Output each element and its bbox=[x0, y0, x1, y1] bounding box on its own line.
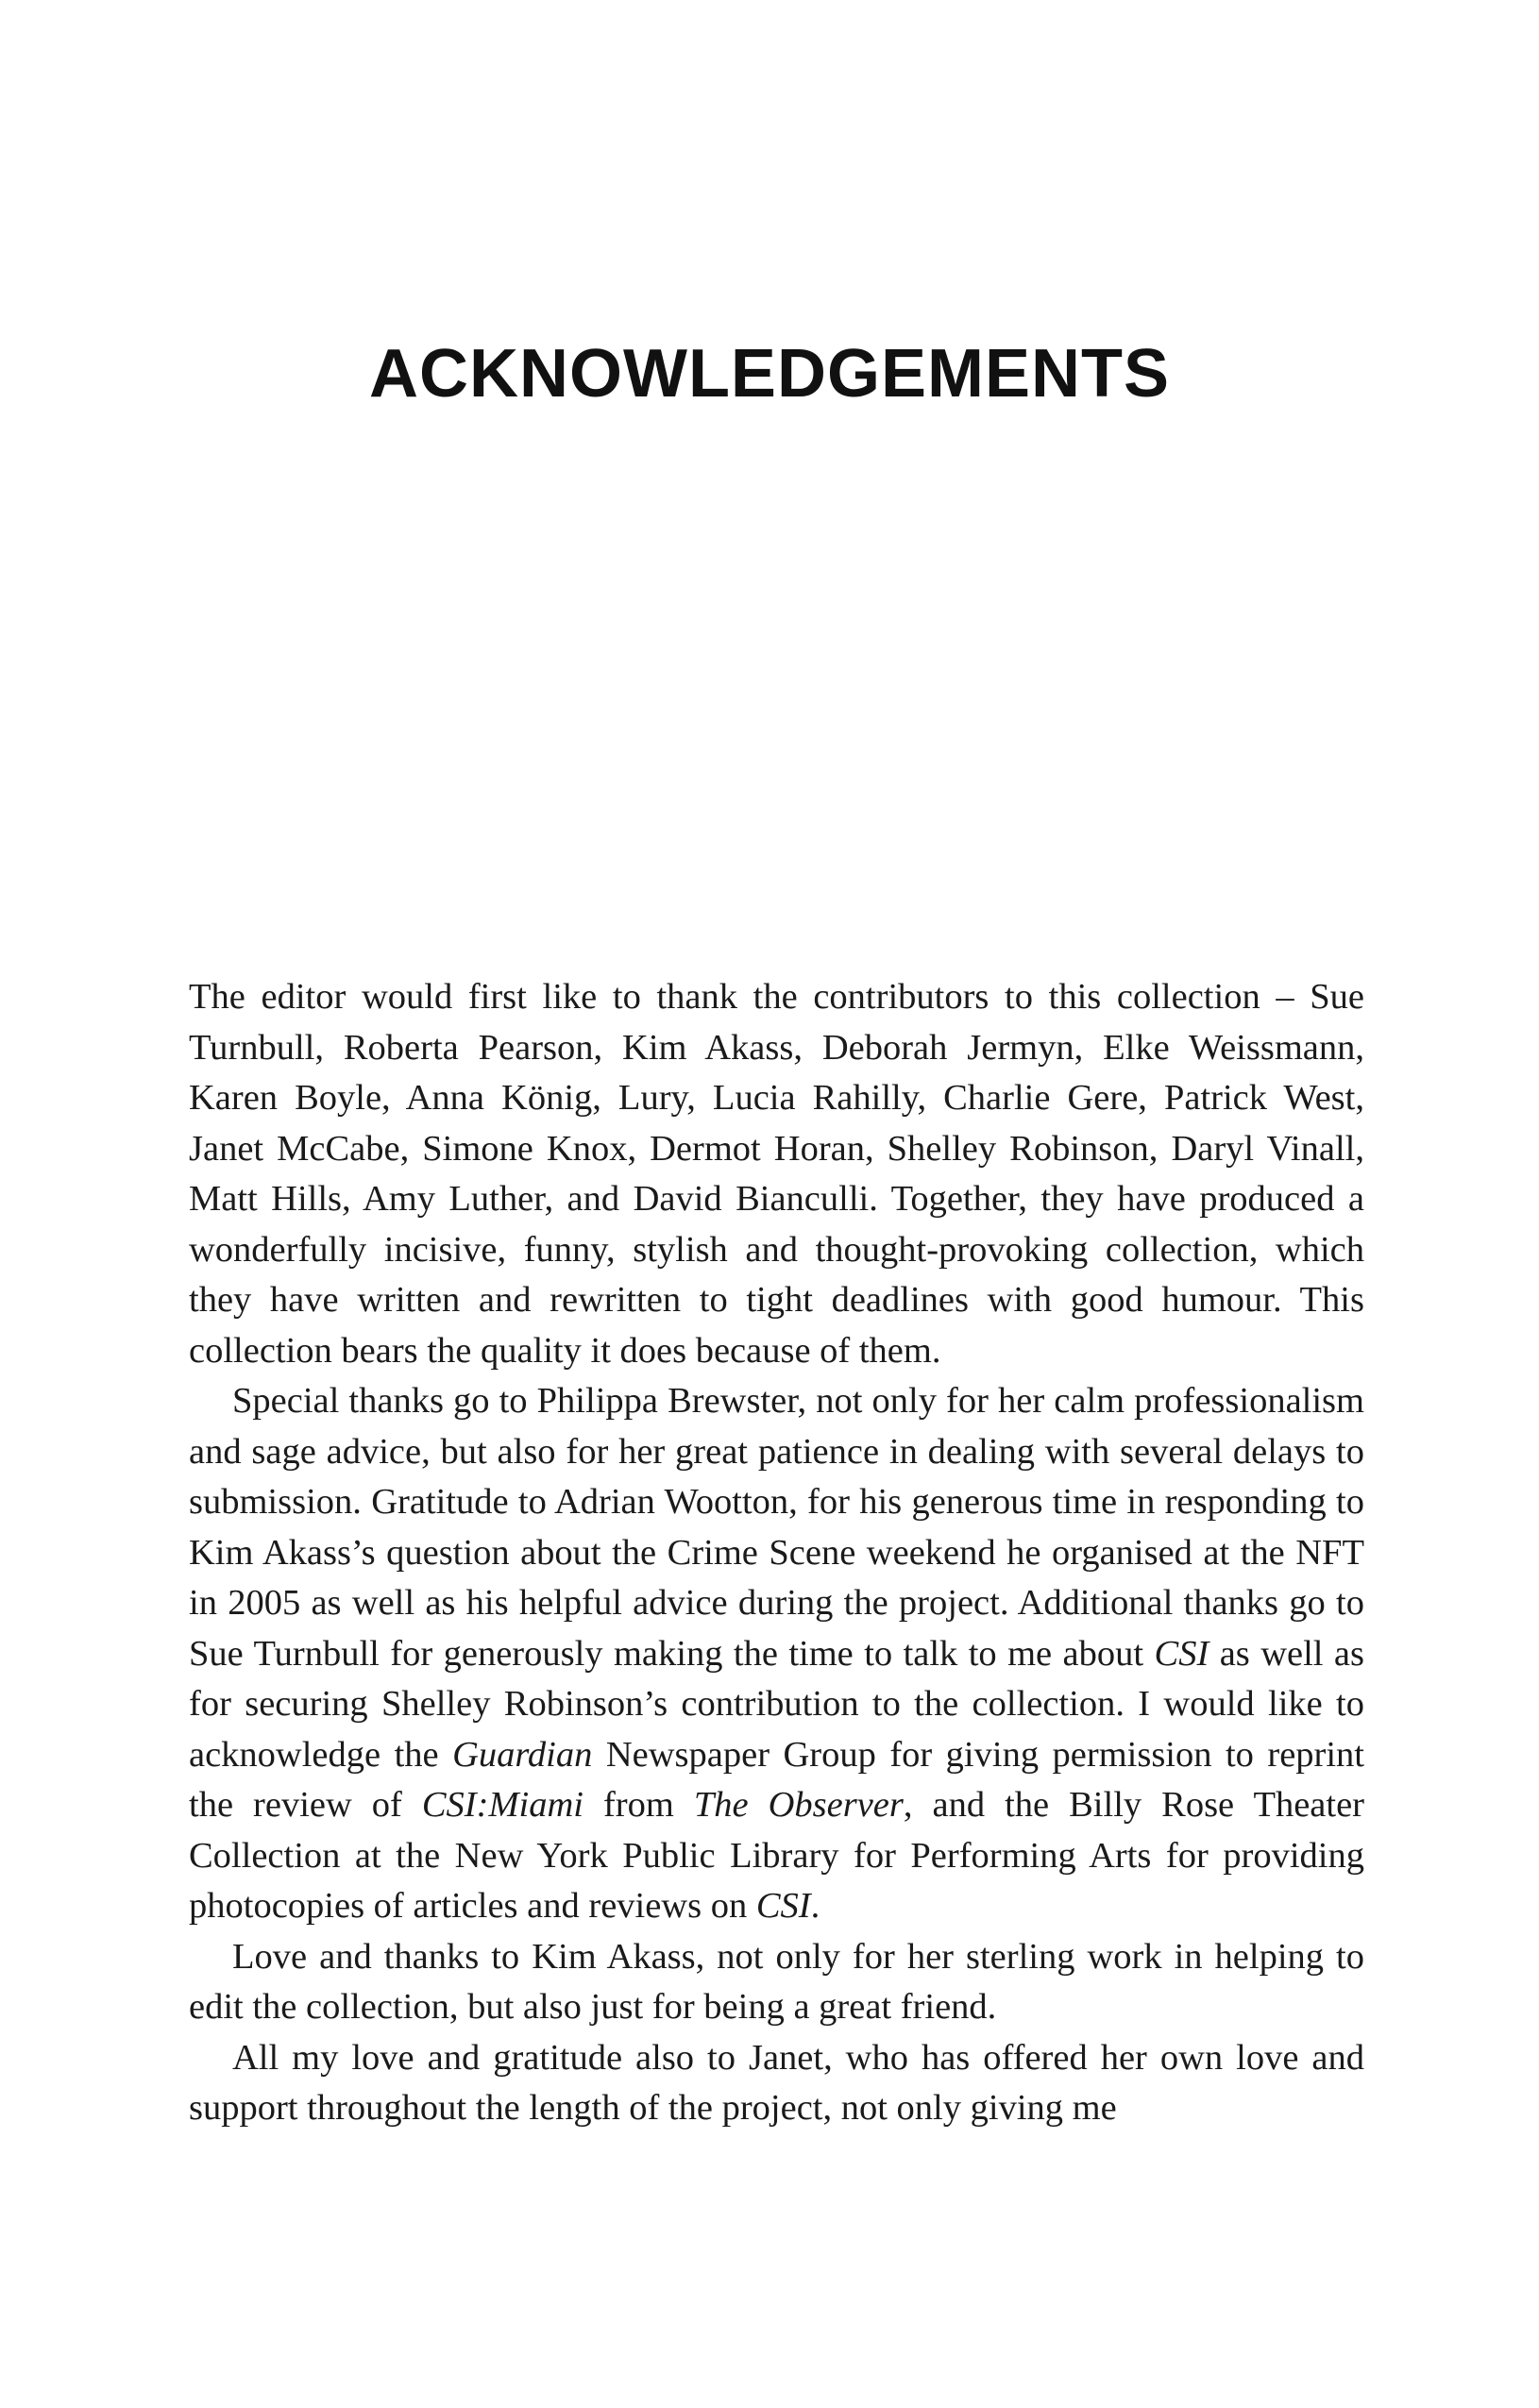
paragraph-special-thanks bbox=[189, 1376, 1364, 1932]
paragraph-gratitude-janet bbox=[189, 2033, 1364, 2134]
paragraph-text: Special thanks go to Philippa Brewster, not only for her calm professionalism and sage advice, but also for her great patience in dealing with several delays to submission. Gratitude to Adrian Wootton, for his generous time in responding to Kim Akass’s question about the Crime Scene weekend he organised at the NFT in 2005 as well as his helpful advice during the project. Additional thanks go to Sue Turnbull for generously making the time to talk to me about bbox=[189, 1381, 1364, 1674]
paragraph-text: , and the Billy Rose Theater Collection at the New York Public Library for Performing Arts for providing photocopies of articles and reviews on bbox=[189, 1785, 1365, 1926]
italic-title: CSI:Miami bbox=[421, 1785, 583, 1825]
paragraph-text: from bbox=[583, 1785, 694, 1825]
paragraph-text: Love and thanks to Kim Akass, not only for her sterling work in helping to edit the collection, but also just for being a great friend. bbox=[189, 1936, 1364, 2027]
paragraph-love-and-thanks bbox=[189, 1932, 1364, 2033]
italic-title: The Observer bbox=[693, 1785, 904, 1825]
paragraph-contributors bbox=[189, 972, 1364, 1376]
page-title: ACKNOWLEDGEMENTS bbox=[369, 336, 1170, 412]
paragraph-text: Newspaper Group for giving permission to reprint the review of bbox=[189, 1734, 1365, 1825]
paragraph-text: All my love and gratitude also to Janet, who has offered her own love and support throughout the length of the project, not only giving me bbox=[189, 2037, 1364, 2128]
paragraph-text: The editor would first like to thank the contributors to this collection – Sue Turnbull, Roberta Pearson, Kim Akass, Deborah Jermyn, Elke Weissmann, Karen Boyle, Anna König, Lury, Lucia Rahilly, Charlie Gere, Patrick West, Janet McCabe, Simone Knox, Dermot Horan, Shelley Robinson, Daryl Vinall, Matt Hills, Amy Luther, and David Bianculli. Together, they have produced a wonderfully incisive, funny, stylish and thought-provoking collection, which they have written and rewritten to tight deadlines with good humour. This collection bears the quality it does because of them. bbox=[189, 977, 1364, 1371]
paragraph-text: . bbox=[810, 1886, 820, 1926]
italic-title: CSI bbox=[755, 1886, 811, 1926]
italic-title: Guardian bbox=[452, 1734, 593, 1775]
acknowledgements-body bbox=[189, 972, 1364, 2134]
italic-title: CSI bbox=[1154, 1633, 1209, 1674]
paragraph-text: as well as for securing Shelley Robinson’s contribution to the collection. I would like to acknowledge the bbox=[189, 1633, 1364, 1775]
